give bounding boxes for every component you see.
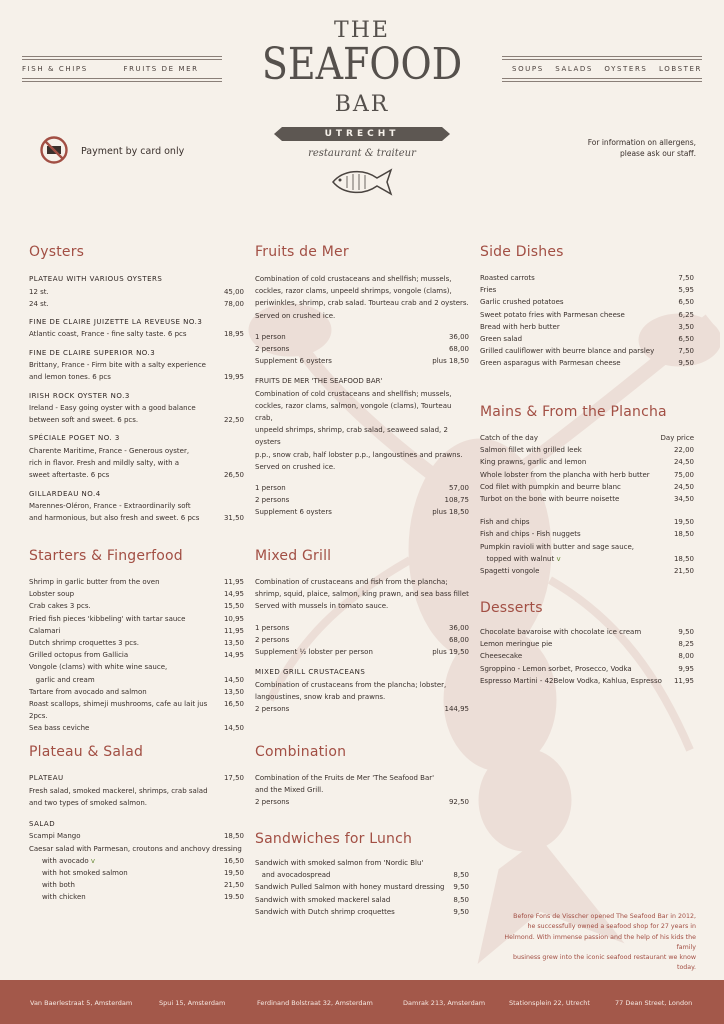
oysters-section: Oysters PLATEAU WITH VARIOUS OYSTERS 12 st. 45,00 24 st. 78,00 FINE DE CLAIRE JUIZETTE LA REVEUSE NO.3 Atlantic coast, France - fine salty taste. 6 pcs 18,95 FINE DE CLAIRE SUPERIOR NO.3 Brittany, France - Firm bite with a salty experience and lemon tones. 6 pcs 19,95 IRISH ROCK OYSTER NO.3 Ireland - Easy going oyster with a good balance between soft and sweet. 6 pcs. 22,50 SPÉCIALE POGET NO. 3 Charente Maritime, France - Generous oyster, rich in flavor. Fresh and mildly salty, with a sweet aftertaste. 6 pcs 26,50 GILLARDEAU NO.4 Marennes-Oléron, France - Extraordinarily soft and harmonious, but also fresh and sweet. 6 pcs 31,50 (29, 244, 244, 524)
nav-item[interactable]: FRUITS DE MER (123, 65, 199, 73)
address: Van Baerlestraat 5, Amsterdam (30, 999, 133, 1007)
address: Damrak 213, Amsterdam (403, 999, 486, 1007)
price-row: Sea bass ceviche 14,50 (29, 724, 244, 733)
price-row: Pumpkin ravioli with butter and sage sauce, (480, 542, 635, 551)
price-row: 1 person 57,00 (255, 484, 469, 493)
price-row: Spagetti vongole 21,50 (480, 567, 694, 576)
price-row: Fish and chips 19,50 (480, 518, 694, 527)
price-row: with avocado ⅴ 16,50 (42, 856, 244, 865)
city-ribbon: UTRECHT (282, 127, 442, 141)
section-title: Plateau & Salad (29, 744, 144, 760)
price-row: Garlic crushed potatoes 6,50 (480, 298, 694, 307)
logo-the: THE (334, 18, 390, 43)
price-row: Espresso Martini - 42Below Vodka, Kahlua, Espresso 11,95 (480, 676, 694, 685)
nav-item[interactable]: OYSTERS (604, 65, 648, 73)
price-row: Sandwich Pulled Salmon with honey mustard dressing 9,50 (255, 883, 469, 892)
nav-right (512, 65, 702, 73)
address: Stationsplein 22, Utrecht (509, 999, 590, 1007)
price-row: Chocolate bavaroise with chocolate ice cream 9,50 (480, 628, 694, 636)
item-heading: PLATEAU WITH VARIOUS OYSTERS (29, 275, 163, 283)
price-row: Green salad 6,50 (480, 335, 694, 344)
price-row: PLATEAU 17,50 (29, 774, 244, 782)
price-row: Supplement 6 oysters plus 18,50 (255, 508, 469, 517)
price-row: Cheesecake 8,00 (480, 652, 694, 661)
price-row: Catch of the day Day price (480, 434, 694, 442)
section-title: Starters & Fingerfood (29, 548, 183, 564)
section-title: Sandwiches for Lunch (255, 831, 413, 847)
item-heading: MIXED GRILL CRUSTACEANS (255, 668, 366, 677)
price-row: Lobster soup 14,95 (29, 590, 244, 599)
logo-seafood: SEAFOOD (261, 38, 463, 90)
price-row: Grilled octopus from Gallicia 14,95 (29, 651, 244, 660)
sandwiches-section (255, 831, 469, 918)
price-row: sweet aftertaste. 6 pcs 26,50 (29, 471, 244, 480)
item-heading: IRISH ROCK OYSTER NO.3 (29, 391, 130, 400)
price-row: 2 persons 144,95 (255, 705, 469, 714)
price-row: Roast scallops, shimeji mushrooms, cafe au lait jus 2pcs. 16,50 (29, 700, 244, 721)
price-row: 2 persons 68,00 (255, 345, 469, 354)
item-heading: SPÉCIALE POGET NO. 3 (29, 434, 120, 443)
section-title: Side Dishes (480, 244, 564, 260)
fish-icon (329, 166, 395, 198)
address: 77 Dean Street, London (615, 999, 693, 1007)
price-row: and harmonious, but also fresh and sweet. 6 pcs 31,50 (29, 514, 244, 523)
history-note: Before Fons de Visscher opened The Seafood Bar in 2012, he successfully owned a seafood shop for 27 years in Helmond. With immense passion and the help of his kids the family business grew into the iconic seafood restaurant we know today. (504, 913, 696, 972)
address: Ferdinand Bolstraat 32, Amsterdam (257, 999, 373, 1007)
combination-section: Combination Combination of the Fruits de Mer 'The Seafood Bar' and the Mixed Grill. 2 persons 92,50 (255, 744, 469, 809)
nav-item[interactable]: LOBSTER (658, 65, 702, 73)
address: Spui 15, Amsterdam (159, 999, 226, 1007)
price-row: Vongole (clams) with white wine sauce, (29, 663, 168, 672)
price-row: Salmon fillet with grilled leek 22,00 (480, 446, 694, 455)
fruits-section: Fruits de Mer Combination of cold crustaceans and shellfish; mussels, cockles, razor clams, unpeeld shrimps, vongole (clams), periwinkles, shrimp, crab salad. Tourteau crab and 2 oysters. Served on crushed ice. 1 person 36,00 2 persons 68,00 Supplement 6 oysters plus 18,50 FRUITS DE MER 'THE SEAFOOD BAR' Combination of cold crustaceans and shellfish; mussels, cockles, razor clams, salmon, vongole (clams), Tourteau crab, unpeeld shrimps, shrimp, crab salad, seaweed salad, 2 oysters p.p., snow crab, half lobster p.p., langoustines and prawns. Served on crushed ice. 1 person 57,00 2 persons 108,75 Supplement 6 oysters plus 18,50 (255, 244, 469, 519)
price-row: Sweet potato fries with Parmesan cheese 6,25 (480, 310, 694, 319)
price-row: garlic and cream 14,50 (29, 675, 244, 684)
price-row: Fish and chips - Fish nuggets 18,50 (480, 530, 694, 539)
price-row: Turbot on the bone with beurre noisette 34,50 (480, 495, 694, 504)
price-row: with chicken 19.50 (42, 893, 244, 902)
footer-addresses (0, 980, 724, 1024)
section-title: Mains & From the Plancha (480, 404, 667, 420)
logo-bar: BAR (334, 92, 390, 117)
price-row: with both 21,50 (42, 881, 244, 890)
item-heading: GILLARDEAU NO.4 (29, 489, 101, 498)
price-row: Supplement 6 oysters plus 18,50 (255, 357, 469, 366)
price-row: Fries 5,95 (480, 286, 694, 295)
desserts-section (480, 600, 694, 687)
price-row: Fried fish pieces 'kibbeling' with tartar sauce 10,95 (29, 614, 244, 623)
price-row: 12 st. 45,00 (29, 287, 244, 296)
mains-section (480, 404, 694, 577)
price-row: Sandwich with smoked salmon from 'Nordic Blu' (255, 859, 424, 867)
tagline: restaurant & traiteur (308, 148, 416, 159)
price-row: Bread with herb butter 3,50 (480, 322, 694, 331)
price-row: Grilled cauliflower with beurre blance and parsley 7,50 (480, 347, 694, 356)
item-heading: FINE DE CLAIRE JUIZETTE LA REVEUSE NO.3 (29, 317, 203, 326)
mixed-grill-section: Mixed Grill Combination of crustaceans and fish from the plancha; shrimp, squid, plaice, salmon, king prawn, and sea bass fillet Served with mussels in tomato sauce. 1 persons 36,00 2 persons 68,00 Supplement ½ lobster per person plus 19,50 MIXED GRILL CRUSTACEANS Combination of crustaceans from the plancha; lobster, langoustines, snow krab and prawns. 2 persons 144,95 (255, 548, 469, 715)
price-row: Lemon meringue pie 8,25 (480, 640, 694, 649)
price-row: Caesar salad with Parmesan, croutons and anchovy dressing (29, 844, 242, 853)
price-row: Calamari 11,95 (29, 626, 244, 635)
price-row: and lemon tones. 6 pcs 19,95 (29, 373, 244, 382)
sides-section (480, 244, 694, 370)
section-title: Oysters (29, 244, 85, 260)
price-row: with hot smoked salmon 19,50 (42, 869, 244, 878)
section-title: Mixed Grill (255, 548, 332, 564)
item-heading: FINE DE CLAIRE SUPERIOR NO.3 (29, 348, 156, 357)
price-row: between soft and sweet. 6 pcs. 22,50 (29, 416, 244, 425)
payment-note: Payment by card only (81, 146, 185, 157)
nav-item[interactable]: SOUPS (512, 65, 544, 73)
section-title: Fruits de Mer (255, 244, 349, 260)
price-row: and avocadospread 8,50 (255, 871, 469, 880)
price-row: 24 st. 78,00 (29, 299, 244, 308)
price-row: Shrimp in garlic butter from the oven 11,95 (29, 578, 244, 586)
no-cash-icon (40, 136, 68, 164)
price-row: Atlantic coast, France - fine salty taste. 6 pcs 18,95 (29, 330, 244, 339)
price-row: Supplement ½ lobster per person plus 19,50 (255, 648, 469, 657)
allergen-line: please ask our staff. (620, 149, 696, 158)
price-row: Sandwich with smoked mackerel salad 8,50 (255, 895, 469, 904)
price-row: 1 persons 36,00 (255, 623, 469, 632)
price-row: King prawns, garlic and lemon 24,50 (480, 458, 694, 467)
price-row: Tartare from avocado and salmon 13,50 (29, 687, 244, 696)
allergen-note (556, 137, 696, 159)
price-row: Sandwich with Dutch shrimp croquettes 9,50 (255, 907, 469, 916)
price-row: Dutch shrimp croquettes 3 pcs. 13,50 (29, 639, 244, 648)
allergen-line: For information on allergens, (587, 138, 696, 147)
price-row: Cod filet with pumpkin and beurre blanc 24,50 (480, 482, 694, 491)
price-row: 1 person 36,00 (255, 332, 469, 341)
nav-left (22, 65, 199, 73)
vegetarian-icon: ⅴ (90, 856, 96, 865)
price-row: Roasted carrots 7,50 (480, 274, 694, 282)
section-title: Desserts (480, 600, 543, 616)
vegetarian-icon: ⅴ (556, 554, 561, 563)
price-row: topped with walnut ⅴ 18,50 (480, 554, 694, 563)
price-row: 2 persons 92,50 (255, 798, 469, 807)
price-row: Green asparagus with Parmesan cheese 9,50 (480, 359, 694, 368)
item-heading: SALAD (29, 819, 56, 828)
plateau-salad-section: Plateau & Salad PLATEAU 17,50 Fresh salad, smoked mackerel, shrimps, crab salad and two types of smoked salmon. SALAD Scampi Mango 18,50 Caesar salad with Parmesan, croutons and anchovy dressing with avocado ⅴ 16,50 with hot smoked salmon 19,50 with both 21,50 with chicken 19.50 (29, 744, 244, 904)
price-row: Sgroppino - Lemon sorbet, Prosecco, Vodka 9,95 (480, 664, 694, 673)
nav-item[interactable]: SALADS (555, 65, 593, 73)
nav-item[interactable]: FISH & CHIPS (22, 65, 88, 73)
price-row: Whole lobster from the plancha with herb butter 75,00 (480, 470, 694, 479)
price-row: 2 persons 108,75 (255, 496, 469, 505)
section-title: Combination (255, 744, 347, 760)
price-row: Scampi Mango 18,50 (29, 832, 244, 841)
starters-section (29, 548, 244, 735)
price-row: Crab cakes 3 pcs. 15,50 (29, 602, 244, 611)
price-row: 2 persons 68,00 (255, 635, 469, 644)
